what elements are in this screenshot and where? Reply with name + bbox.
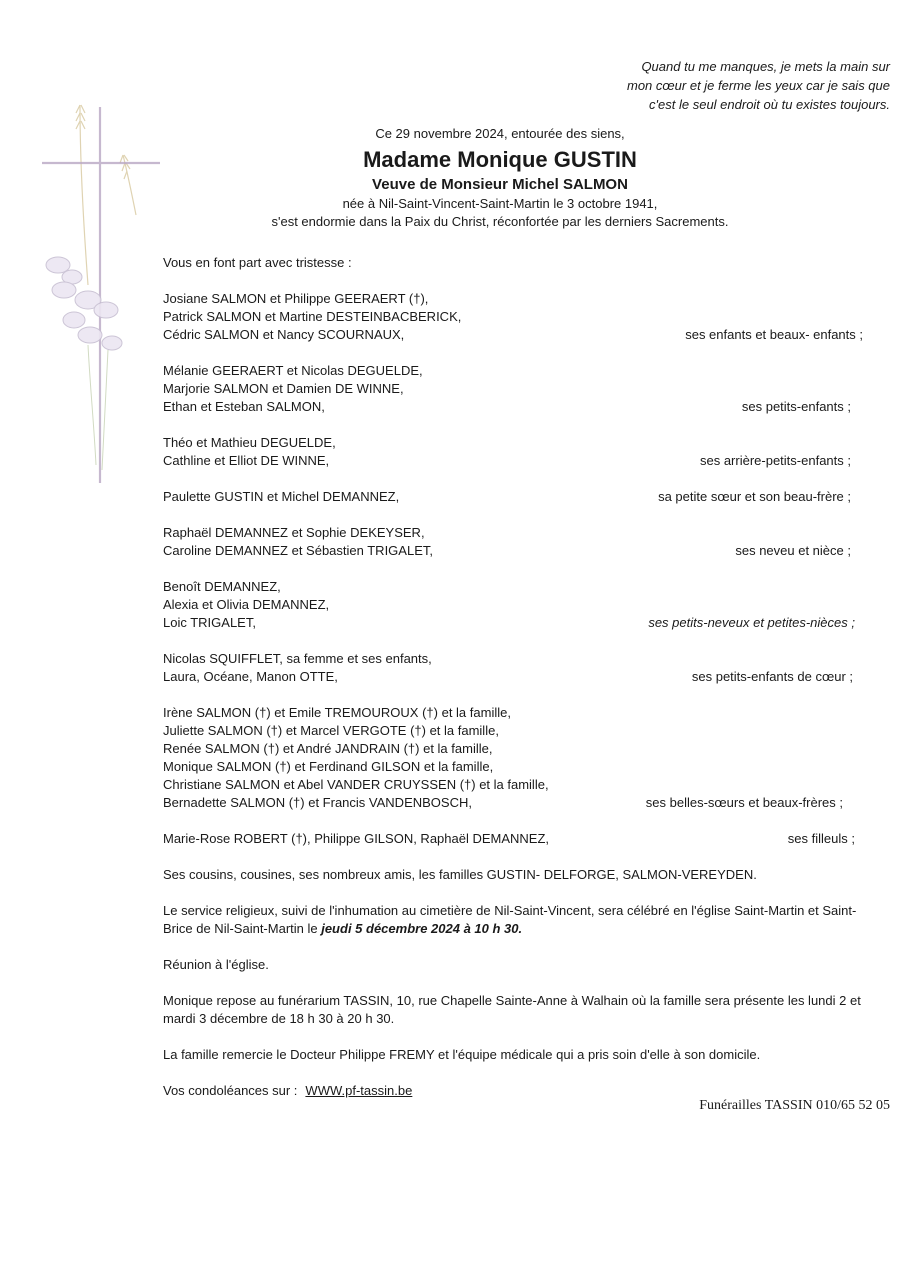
- poem-quote: [530, 57, 890, 114]
- condolences-label: Vos condoléances sur :: [163, 1083, 298, 1098]
- thanks-line: La famille remercie le Docteur Philippe FREMY et l'équipe médicale qui a pris soin d'elle à son domicile.: [163, 1047, 761, 1062]
- family-group: [163, 290, 863, 344]
- family-group: [163, 488, 863, 506]
- relation-label: ses filleuls ;: [787, 831, 855, 846]
- relation-label: ses belles-sœurs et beaux-frères ;: [645, 795, 843, 810]
- service-text: Le service religieux, suivi de l'inhumation au cimetière de Nil-Saint-Vincent, sera célébré en l'église Saint-Martin et Saint-Brice de Nil-Saint-Martin le: [163, 903, 857, 936]
- birth-line: née à Nil-Saint-Vincent-Saint-Martin le 3 octobre 1941,: [342, 196, 658, 211]
- family-name-line: Cathline et Elliot DE WINNE,: [163, 453, 330, 468]
- family-name-line: Christiane SALMON et Abel VANDER CRUYSSEN (†) et la famille,: [163, 777, 549, 792]
- family-group: [163, 704, 863, 812]
- widow-line: Veuve de Monsieur Michel SALMON: [372, 176, 628, 193]
- relation-label: ses petits-enfants ;: [741, 399, 851, 414]
- wheat-stalk-icon: [76, 105, 136, 285]
- family-name-line: Juliette SALMON (†) et Marcel VERGOTE (†) et la famille,: [163, 723, 499, 738]
- family-name-line: Mélanie GEERAERT et Nicolas DEGUELDE,: [163, 363, 423, 378]
- family-name-line: Bernadette SALMON (†) et Francis VANDENBOSCH,: [163, 795, 472, 810]
- quote-line: mon cœur et je ferme les yeux car je sais que: [627, 78, 890, 93]
- family-name-line: Raphaël DEMANNEZ et Sophie DEKEYSER,: [163, 525, 425, 540]
- family-name-line: Benoît DEMANNEZ,: [163, 579, 281, 594]
- service-date: jeudi 5 décembre 2024 à 10 h 30.: [321, 921, 523, 936]
- flower-icon: [46, 257, 122, 350]
- condolences-link[interactable]: WWW.pf-tassin.be: [305, 1083, 413, 1098]
- family-group: [163, 650, 863, 686]
- family-group: [163, 362, 863, 416]
- family-name-line: Irène SALMON (†) et Emile TREMOUROUX (†) et la famille,: [163, 705, 511, 720]
- announce-line: Vous en font part avec tristesse :: [163, 255, 352, 270]
- family-name-line: Paulette GUSTIN et Michel DEMANNEZ,: [163, 489, 400, 504]
- family-group: [163, 830, 863, 848]
- family-name-line: Laura, Océane, Manon OTTE,: [163, 669, 338, 684]
- deceased-name: Madame Monique GUSTIN: [363, 147, 637, 172]
- relation-label: ses petits-enfants de cœur ;: [691, 669, 853, 684]
- relation-label: ses neveu et nièce ;: [735, 543, 851, 558]
- relation-label: sa petite sœur et son beau-frère ;: [658, 489, 851, 504]
- intro-line: Ce 29 novembre 2024, entourée des siens,: [375, 126, 625, 141]
- family-name-line: Loic TRIGALET,: [163, 615, 256, 630]
- cousins-line: Ses cousins, cousines, ses nombreux amis, les familles GUSTIN- DELFORGE, SALMON-VEREYDEN.: [163, 867, 757, 882]
- funeral-home-footer: Funérailles TASSIN 010/65 52 05: [699, 1098, 890, 1113]
- family-name-line: Marie-Rose ROBERT (†), Philippe GILSON, Raphaël DEMANNEZ,: [163, 831, 550, 846]
- service-paragraph: [163, 902, 863, 938]
- family-group: [163, 524, 863, 560]
- family-name-line: Patrick SALMON et Martine DESTEINBACBERICK,: [163, 309, 462, 324]
- family-name-line: Nicolas SQUIFFLET, sa femme et ses enfants,: [163, 651, 432, 666]
- notice-body: [163, 254, 863, 1118]
- cross-flowers-illustration: [28, 85, 178, 485]
- family-group: [163, 434, 863, 470]
- passing-line: s'est endormie dans la Paix du Christ, réconfortée par les derniers Sacrements.: [271, 214, 729, 229]
- family-name-line: Josiane SALMON et Philippe GEERAERT (†),: [163, 291, 429, 306]
- quote-line: Quand tu me manques, je mets la main sur: [641, 59, 890, 74]
- family-name-line: Monique SALMON (†) et Ferdinand GILSON et la famille,: [163, 759, 494, 774]
- family-name-line: Renée SALMON (†) et André JANDRAIN (†) et la famille,: [163, 741, 493, 756]
- notice-header: [170, 125, 830, 231]
- family-name-line: Caroline DEMANNEZ et Sébastien TRIGALET,: [163, 543, 433, 558]
- family-name-line: Théo et Mathieu DEGUELDE,: [163, 435, 336, 450]
- reunion-line: Réunion à l'église.: [163, 957, 269, 972]
- family-name-line: Alexia et Olivia DEMANNEZ,: [163, 597, 330, 612]
- family-name-line: Ethan et Esteban SALMON,: [163, 399, 325, 414]
- relation-label: ses enfants et beaux- enfants ;: [685, 327, 863, 342]
- quote-line: c'est le seul endroit où tu existes toujours.: [649, 97, 890, 112]
- family-name-line: Cédric SALMON et Nancy SCOURNAUX,: [163, 327, 405, 342]
- relation-label: ses arrière-petits-enfants ;: [699, 453, 851, 468]
- repose-paragraph: Monique repose au funérarium TASSIN, 10, rue Chapelle Sainte-Anne à Walhain où la famille sera présente les lundi 2 et mardi 3 décembre de 18 h 30 à 20 h 30.: [163, 993, 861, 1026]
- family-name-line: Marjorie SALMON et Damien DE WINNE,: [163, 381, 404, 396]
- family-group: [163, 578, 863, 632]
- relation-label: ses petits-neveux et petites-nièces ;: [648, 615, 855, 630]
